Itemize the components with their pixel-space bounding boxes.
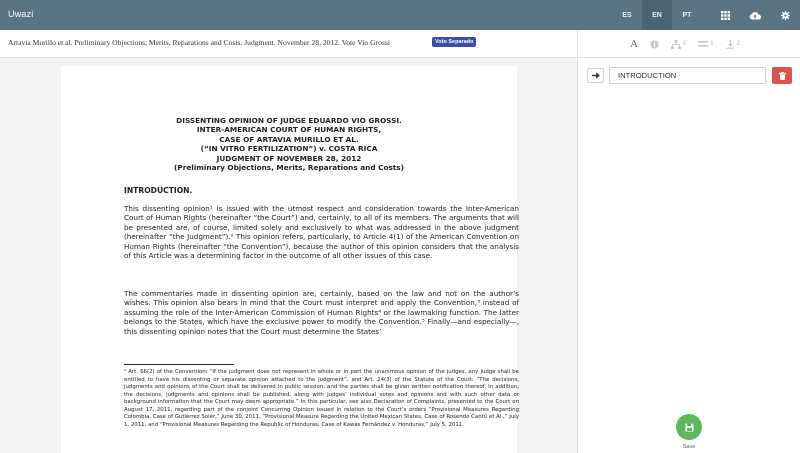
attachments-count: 2 xyxy=(736,41,740,47)
footnote: ¹ Art. 66(2) of the Convention: “If the judgment does not represent in whole or in part the unanimous opinion of the judges, any judge shall be entitled to have his dissenting or separate opinion attached to the judgment”, and Art. 24(3) of the Statute of the Court: “The decisions, judgments and opinions of the Court shall be delivered in public session, and the parties shall be given written notification thereof. In addition, the decisions, judgments and opinions shall be published, along with judges’ individual votes and opinions and with such other data or background information that the Court may deem appropriate.” In this particular, see also Declaration of Complaints, presented to the Court on August 17, 2011, regarding part of the conjoint Concurring Opinion issued in relation to the Court’s orders “Provisional Measures Regarding Colombia. Case of Gutiérrez Soler,” June 30, 2011, “Provisional Measure Regarding the United Mexican States, Case of Rosendo Cantú et Al.,” July 1, 2011, and “Provisional Measures Regarding the Republic of Honduras, Case of Kawas Fernández v. Honduras,” July 5, 2011. xyxy=(124,369,519,428)
heading-line: INTER-AMERICAN COURT OF HUMAN RIGHTS, xyxy=(196,125,382,135)
save-action xyxy=(675,414,703,450)
connections-count: 0 xyxy=(682,41,687,47)
heading-line: (“IN VITRO FERTILIZATION”) v. COSTA RICA xyxy=(200,144,378,154)
document-page[interactable] xyxy=(61,66,517,453)
heading-line: (Preliminary Objections, Merits, Reparations and Costs) xyxy=(174,163,404,173)
document-type-badge: Voto Separado xyxy=(432,37,476,47)
connections-icon xyxy=(671,40,681,49)
toc-entry-input[interactable]: INTRODUCTION xyxy=(609,67,766,84)
references-button[interactable] xyxy=(698,40,713,48)
delete-entry-button[interactable] xyxy=(772,67,792,84)
language-en[interactable]: EN xyxy=(642,0,672,30)
save-button[interactable] xyxy=(676,414,702,440)
save-label: Save xyxy=(682,444,696,450)
cloud-upload-icon[interactable] xyxy=(740,0,770,30)
navbar-actions xyxy=(612,0,800,30)
footnote-divider xyxy=(124,364,234,365)
document-toolbar xyxy=(630,30,752,58)
save-floppy-icon xyxy=(685,423,694,432)
arrow-right-icon xyxy=(592,72,600,79)
settings-gear-icon[interactable] xyxy=(770,0,800,30)
indent-button[interactable] xyxy=(587,68,604,83)
library-grid-icon[interactable] xyxy=(710,0,740,30)
paragraph: The commentaries made in dissenting opinion are, certainly, based on the law and not on the author’s wishes. This opinion also bears in mind that the Court must interpret and apply the Convention,³ instead of assuming the role of the Inter-American Commission of Human Rights⁴ or the lawmaking function. The latter belongs to the States, which have the exclusive power to modify the Convention.⁵ Finally—and especially—, this dissenting opinion notes that the Court must determine the States’ xyxy=(124,289,519,336)
paragraph: This dissenting opinion¹ is issued with the utmost respect and consideration towards the Inter-American Court of Human Rights (hereinafter “the Court”) and, certainly, to all of its members. The arguments that will be presented are, of course, limited solely and exclusively to what was addressed in the above judgment (hereinafter “the Judgment”).² This opinion refers, particularly, to Article 4(1) of the American Convention on Human Rights (hereinafter “the Convention”), because the author of this opinion considers that the analysis of this Article was a determining factor in the outcome of all other issues of this case. xyxy=(124,204,519,261)
font-size-button[interactable]: A xyxy=(630,38,638,50)
document-heading xyxy=(61,116,517,172)
document-title: Artavia Murillo et al. Preliminary Objections, Merits, Reparations and Costs. Judgment. November 28, 2012. Vote Vio Grossi xyxy=(8,38,390,47)
references-list-icon xyxy=(698,40,708,48)
top-navbar xyxy=(0,0,800,30)
info-icon xyxy=(650,40,659,49)
document-viewer[interactable] xyxy=(0,58,577,453)
references-count: 1 xyxy=(710,41,714,47)
download-icon xyxy=(726,40,735,49)
toc-side-panel xyxy=(578,58,800,453)
language-es[interactable]: ES xyxy=(622,11,632,19)
heading-line: JUDGMENT OF NOVEMBER 28, 2012 xyxy=(216,153,362,163)
info-button[interactable] xyxy=(650,40,659,49)
connections-button[interactable] xyxy=(671,40,686,49)
heading-line: CASE OF ARTAVIA MURILLO ET AL. xyxy=(219,134,359,144)
heading-line: DISSENTING OPINION OF JUDGE EDUARDO VIO GROSSI. xyxy=(176,116,402,125)
language-pt[interactable]: PT xyxy=(682,11,692,19)
app-logo[interactable]: Uwazi xyxy=(8,9,34,19)
section-heading: INTRODUCTION. xyxy=(124,186,193,195)
trash-icon xyxy=(779,72,786,80)
attachments-button[interactable] xyxy=(726,40,740,49)
